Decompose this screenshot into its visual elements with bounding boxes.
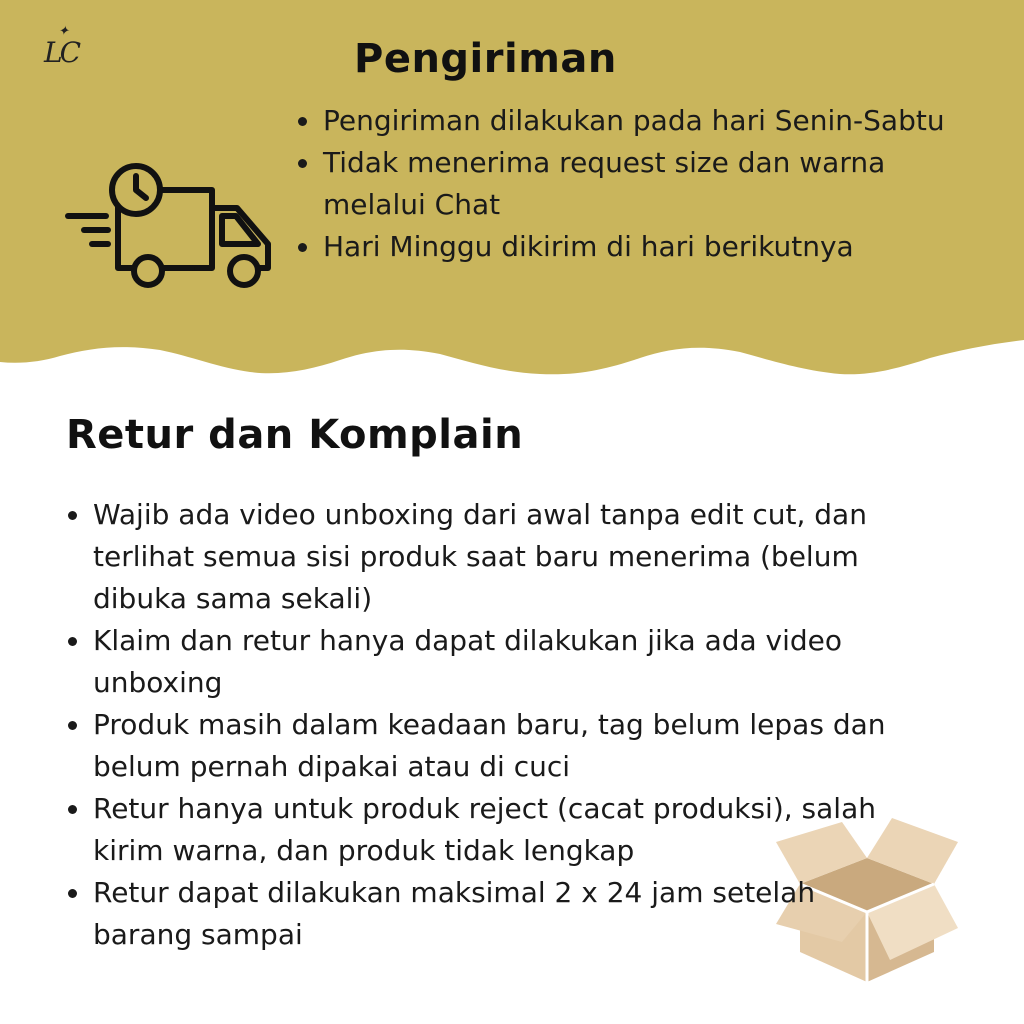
delivery-truck-clock-icon	[62, 158, 276, 298]
returns-list	[66, 494, 896, 956]
logo-star-icon: ✦	[58, 24, 66, 39]
list-item: Tidak menerima request size dan warna melalui Chat	[296, 142, 956, 226]
list-item: Retur dapat dilakukan maksimal 2 x 24 jam setelah barang sampai	[66, 872, 896, 956]
list-item: Klaim dan retur hanya dapat dilakukan jika ada video unboxing	[66, 620, 896, 704]
returns-title: Retur dan Komplain	[66, 412, 524, 458]
list-item: Wajib ada video unboxing dari awal tanpa edit cut, dan terlihat semua sisi produk saat baru menerima (belum dibuka sama sekali)	[66, 494, 896, 620]
list-item: Produk masih dalam keadaan baru, tag belum lepas dan belum pernah dipakai atau di cuci	[66, 704, 896, 788]
logo-text: LC	[44, 36, 79, 69]
list-item: Pengiriman dilakukan pada hari Senin-Sabtu	[296, 100, 956, 142]
brand-logo	[44, 24, 79, 69]
shipping-title: Pengiriman	[354, 36, 617, 82]
shipping-list	[296, 100, 956, 268]
list-item: Hari Minggu dikirim di hari berikutnya	[296, 226, 956, 268]
list-item: Retur hanya untuk produk reject (cacat produksi), salah kirim warna, dan produk tidak lengkap	[66, 788, 896, 872]
